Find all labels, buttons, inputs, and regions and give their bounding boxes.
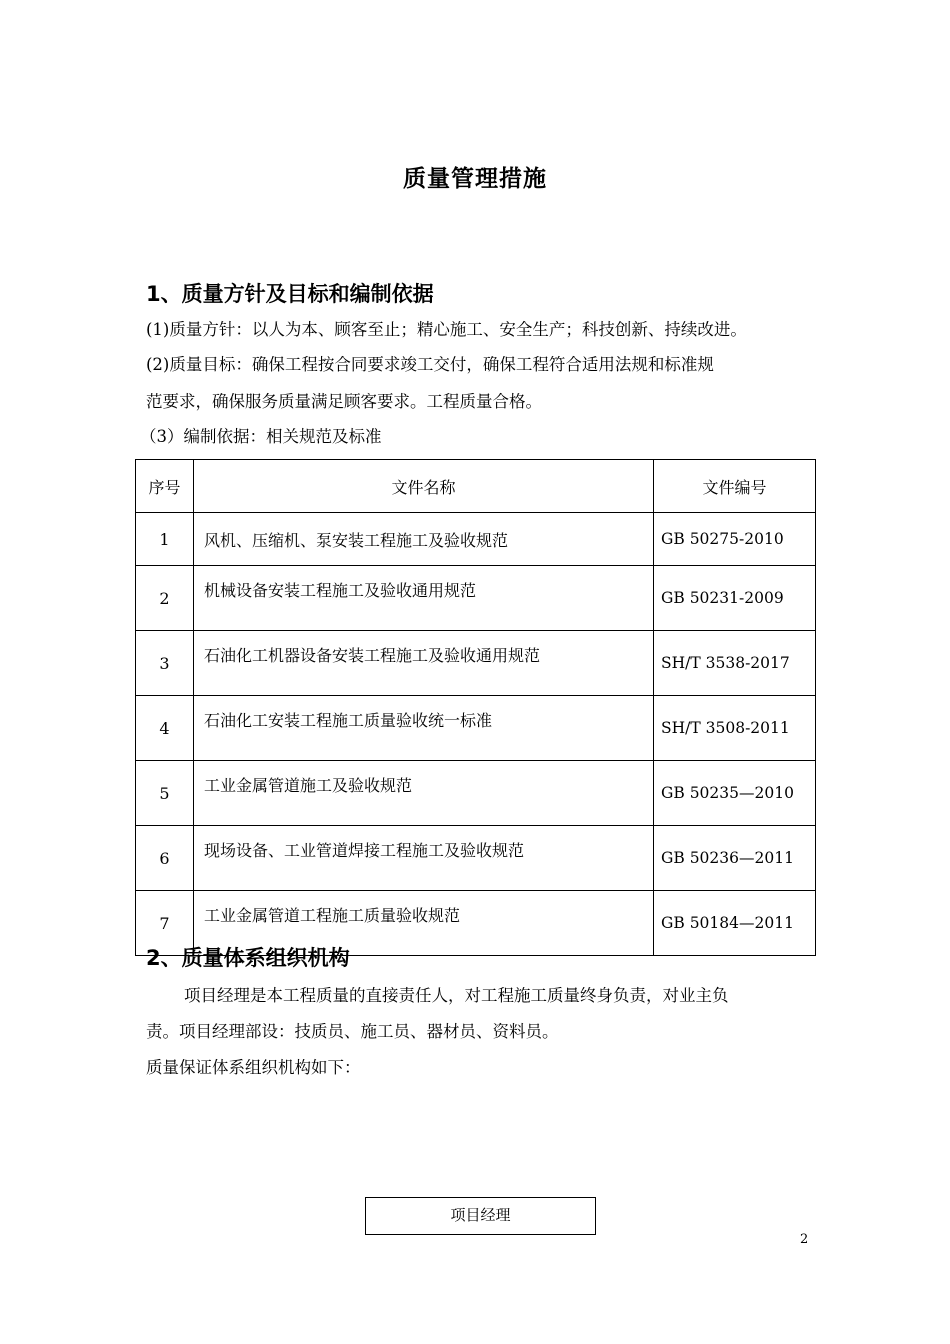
row-name: 现场设备、工业管道焊接工程施工及验收规范 — [194, 826, 654, 891]
table-header-row — [136, 460, 816, 513]
row-name: 风机、压缩机、泵安装工程施工及验收规范 — [194, 513, 654, 566]
row-name: 石油化工安装工程施工质量验收统一标准 — [194, 696, 654, 761]
org-paragraph-line-2: 责。项目经理部设：技质员、施工员、器材员、资料员。 — [146, 1022, 559, 1041]
section-1-heading: 1、质量方针及目标和编制依据 — [146, 282, 434, 306]
row-name: 石油化工机器设备安装工程施工及验收通用规范 — [194, 631, 654, 696]
org-chart-intro: 质量保证体系组织机构如下： — [146, 1058, 361, 1077]
compilation-basis: （3）编制依据：相关规范及标准 — [140, 427, 382, 446]
page-number: 2 — [800, 1232, 809, 1247]
row-name: 机械设备安装工程施工及验收通用规范 — [194, 566, 654, 631]
row-code: SH/T 3508-2011 — [654, 696, 816, 761]
row-code: GB 50235—2010 — [654, 761, 816, 826]
table-row — [136, 566, 816, 631]
header-no: 序号 — [136, 460, 194, 513]
section-2-heading: 2、质量体系组织机构 — [146, 946, 350, 970]
page-title: 质量管理措施 — [403, 166, 547, 192]
row-no: 3 — [136, 631, 194, 696]
row-code: GB 50231-2009 — [654, 566, 816, 631]
row-no: 1 — [136, 513, 194, 566]
table-row — [136, 696, 816, 761]
header-code: 文件编号 — [654, 460, 816, 513]
row-no: 6 — [136, 826, 194, 891]
header-name: 文件名称 — [194, 460, 654, 513]
standards-table — [135, 459, 816, 956]
table-row — [136, 826, 816, 891]
row-code: GB 50184—2011 — [654, 891, 816, 956]
row-no: 5 — [136, 761, 194, 826]
table-row — [136, 631, 816, 696]
org-paragraph-line-1: 项目经理是本工程质量的直接责任人，对工程施工质量终身负责，对业主负 — [184, 986, 729, 1005]
row-code: GB 50236—2011 — [654, 826, 816, 891]
row-code: GB 50275-2010 — [654, 513, 816, 566]
row-name: 工业金属管道施工及验收规范 — [194, 761, 654, 826]
quality-goal-line-2: 范要求，确保服务质量满足顾客要求。工程质量合格。 — [146, 392, 542, 411]
quality-policy: (1)质量方针：以人为本、顾客至止；精心施工、安全生产；科技创新、持续改进。 — [146, 320, 747, 339]
row-code: SH/T 3538-2017 — [654, 631, 816, 696]
table-row — [136, 513, 816, 566]
row-no: 4 — [136, 696, 194, 761]
table-row — [136, 761, 816, 826]
row-no: 7 — [136, 891, 194, 956]
org-chart-node-project-manager: 项目经理 — [365, 1197, 596, 1235]
row-name: 工业金属管道工程施工质量验收规范 — [194, 891, 654, 956]
quality-goal-line-1: (2)质量目标：确保工程按合同要求竣工交付，确保工程符合适用法规和标准规 — [146, 355, 714, 374]
row-no: 2 — [136, 566, 194, 631]
